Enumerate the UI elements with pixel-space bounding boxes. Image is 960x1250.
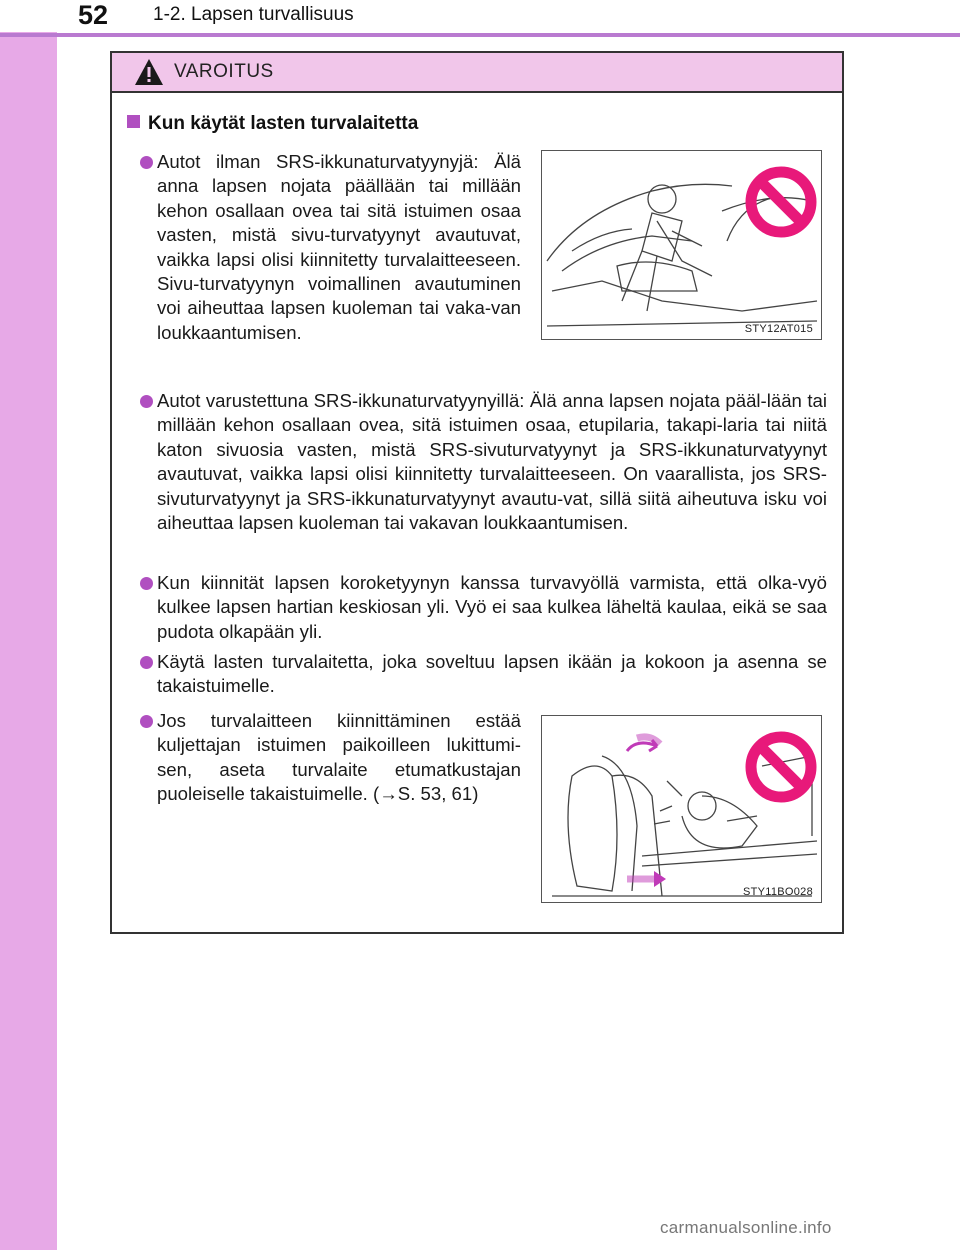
section-title: 1-2. Lapsen turvallisuus — [153, 4, 354, 25]
list-item-text: Kun kiinnität lapsen koroketyynyn kanssa turvavyöllä varmista, että olka-vyö kulkee lapsen hartian keskiosan yli. Vyö ei saa kulkea läheltä kaulaa, eikä se saa pudota olkapään yli. — [157, 572, 827, 642]
warning-box — [110, 51, 844, 934]
figure-code: STY11BO028 — [742, 886, 813, 898]
header-rule — [0, 33, 960, 37]
side-band — [0, 0, 57, 1250]
prohibited-icon — [744, 165, 818, 239]
bullet-icon — [140, 577, 153, 590]
bullet-icon — [140, 656, 153, 669]
prohibited-icon — [744, 730, 818, 804]
warning-header — [112, 53, 842, 93]
warning-title: VAROITUS — [174, 61, 274, 82]
bullet-icon — [140, 715, 153, 728]
list-item — [157, 650, 827, 699]
illustration-driver-seat-lock — [541, 715, 822, 903]
figure-code: STY12AT015 — [744, 323, 813, 335]
square-bullet-icon — [127, 115, 140, 128]
subheading-text: Kun käytät lasten turvalaitetta — [148, 113, 419, 134]
illustration-child-near-door — [541, 150, 822, 340]
list-item — [157, 389, 827, 535]
bullet-icon — [140, 395, 153, 408]
header-corner — [0, 0, 57, 32]
list-item — [157, 709, 521, 807]
list-item — [157, 150, 521, 345]
list-item-text: Käytä lasten turvalaitetta, joka soveltuu lapsen ikään ja kokoon ja asenna se takaistuimelle. — [157, 651, 827, 697]
page-number: 52 — [78, 0, 109, 30]
list-item — [157, 571, 827, 644]
bullet-icon — [140, 156, 153, 169]
warning-triangle-icon — [134, 58, 164, 86]
warning-subheading — [127, 113, 418, 135]
watermark: carmanualsonline.info — [660, 1218, 832, 1237]
list-item-text: Autot varustettuna SRS-ikkunaturvatyynyillä: Älä anna lapsen nojata pääl-lään tai millään kehon osallaan ovea, sitä istuimen osaa, etupilaria, takapi-laria tai niitä katon sivuosia vasten, mistä SRS-sivuturvatyynyt ja SRS-ikkunaturvatyynyt avautuvat, vaikka lapsi olisi kiinnitetty turvalaitteeseen. On vaarallista, jos SRS-sivuturvatyynyt ja SRS-ikkunaturvatyynyt avautu-vat, sillä siitä aiheutuva isku voi aiheuttaa lapsen kuoleman tai vakavan loukkaantumisen. — [157, 390, 827, 534]
list-item-text: Jos turvalaitteen kiinnittäminen estää kuljettajan istuimen paikoilleen lukittumi-sen, aseta turvalaite etumatkustajan puoleiselle takaistuimelle. (→S. 53, 61) — [157, 710, 521, 805]
list-item-text: Autot ilman SRS-ikkunaturvatyynyjä: Älä anna lapsen nojata päällään tai millään kehon osallaan ovea tai sitä istuimen osaa vasten, mistä sivu-turvatyynyt avautuvat, vaikka lapsi olisi kiinnitetty turvalaitteeseen. Sivu-turvatyynyn voimallinen avautuminen voi aiheuttaa lapsen kuoleman tai vaka-van loukkaantumisen. — [157, 151, 521, 343]
